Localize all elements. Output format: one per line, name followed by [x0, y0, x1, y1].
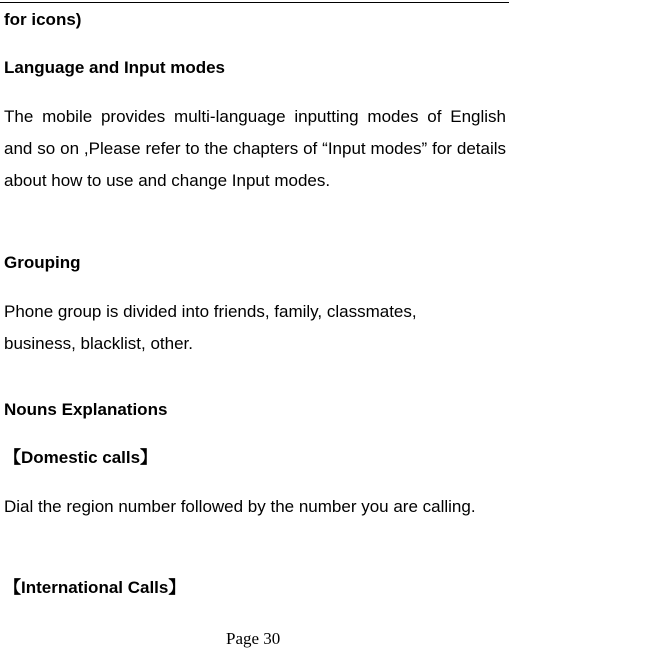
section-heading-international-calls: 【International Calls】 [4, 578, 186, 597]
header-rule [0, 2, 509, 3]
continued-heading: for icons) [4, 10, 82, 29]
section-body-grouping-line-2: business, blacklist, other. [4, 334, 193, 353]
section-heading-domestic-calls: 【Domestic calls】 [4, 448, 158, 467]
section-heading-nouns-explanations: Nouns Explanations [4, 400, 168, 419]
section-body-language-input-modes: The mobile provides multi-language inputting modes of English and so on ,Please refer to the chapters of “Input modes” for details about how to use and change Input modes. [4, 107, 506, 190]
section-heading-language-input-modes: Language and Input modes [4, 58, 226, 77]
section-body-domestic-calls: Dial the region number followed by the number you are calling. [4, 497, 476, 516]
page-number: Page 30 [226, 629, 281, 648]
section-body-grouping-line-1: Phone group is divided into friends, family, classmates, [4, 302, 417, 321]
section-heading-grouping: Grouping [4, 253, 81, 272]
